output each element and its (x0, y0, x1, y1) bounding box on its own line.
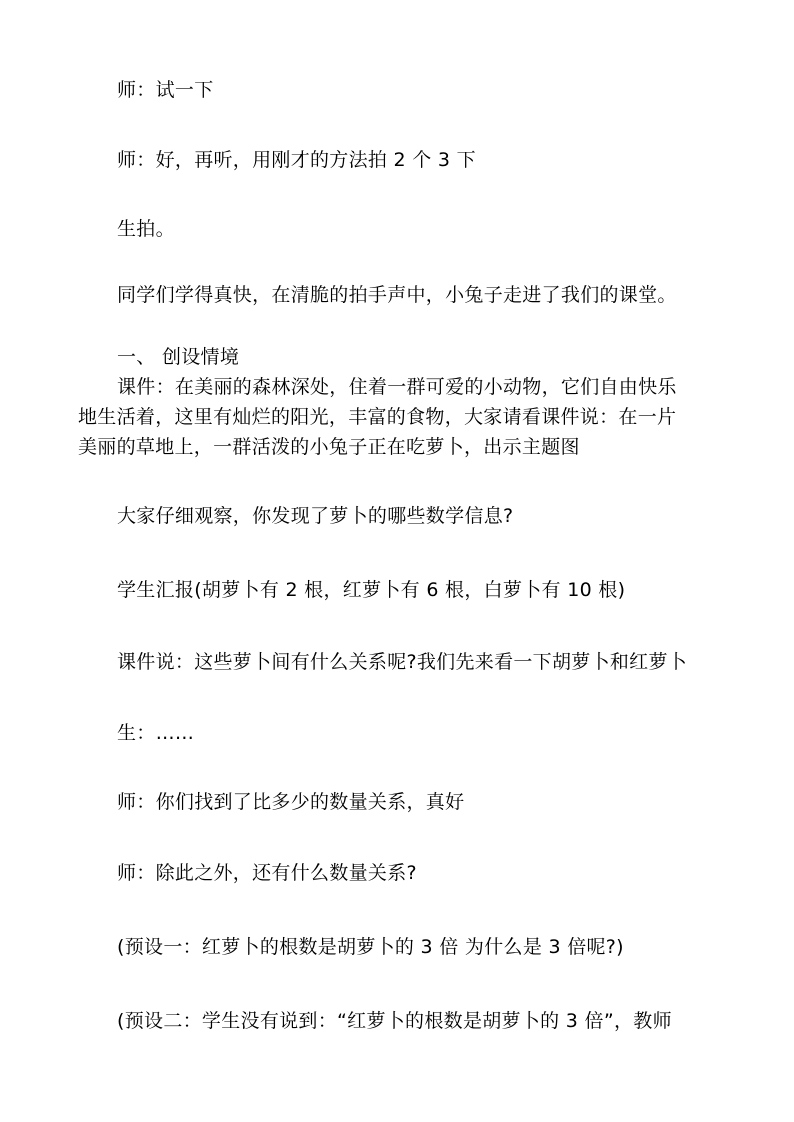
paragraph-line: 课件：在美丽的森林深处，住着一群可爱的小动物，它们自由快乐 (117, 376, 677, 398)
paragraph-line: 师：试一下 (117, 79, 214, 101)
paragraph-line: 课件说：这些萝卜间有什么关系呢?我们先来看一下胡萝卜和红萝卜 (117, 651, 688, 673)
paragraph-line: 美丽的草地上，一群活泼的小兔子正在吃萝卜，出示主题图 (78, 436, 580, 458)
paragraph-line: 生：…… (117, 722, 195, 744)
section-heading: 一、 创设情境 (117, 346, 240, 368)
paragraph-line: (预设二：学生没有说到：“红萝卜的根数是胡萝卜的 3 倍”，教师 (117, 1010, 672, 1032)
paragraph-line: 大家仔细观察，你发现了萝卜的哪些数学信息? (117, 505, 514, 527)
paragraph-line: 生拍。 (117, 218, 175, 240)
paragraph-line: 师：你们找到了比多少的数量关系，真好 (117, 791, 465, 813)
paragraph-line: 学生汇报(胡萝卜有 2 根，红萝卜有 6 根，白萝卜有 10 根) (117, 579, 626, 601)
paragraph-line: (预设一：红萝卜的根数是胡萝卜的 3 倍 为什么是 3 倍呢?) (117, 936, 624, 958)
paragraph-line: 地生活着，这里有灿烂的阳光，丰富的食物，大家请看课件说：在一片 (78, 406, 677, 428)
paragraph-line: 师：好，再听，用刚才的方法拍 2 个 3 下 (117, 149, 476, 171)
paragraph-line: 师：除此之外，还有什么数量关系? (117, 862, 417, 884)
paragraph-line: 同学们学得真快，在清脆的拍手声中，小兔子走进了我们的课堂。 (117, 284, 677, 306)
